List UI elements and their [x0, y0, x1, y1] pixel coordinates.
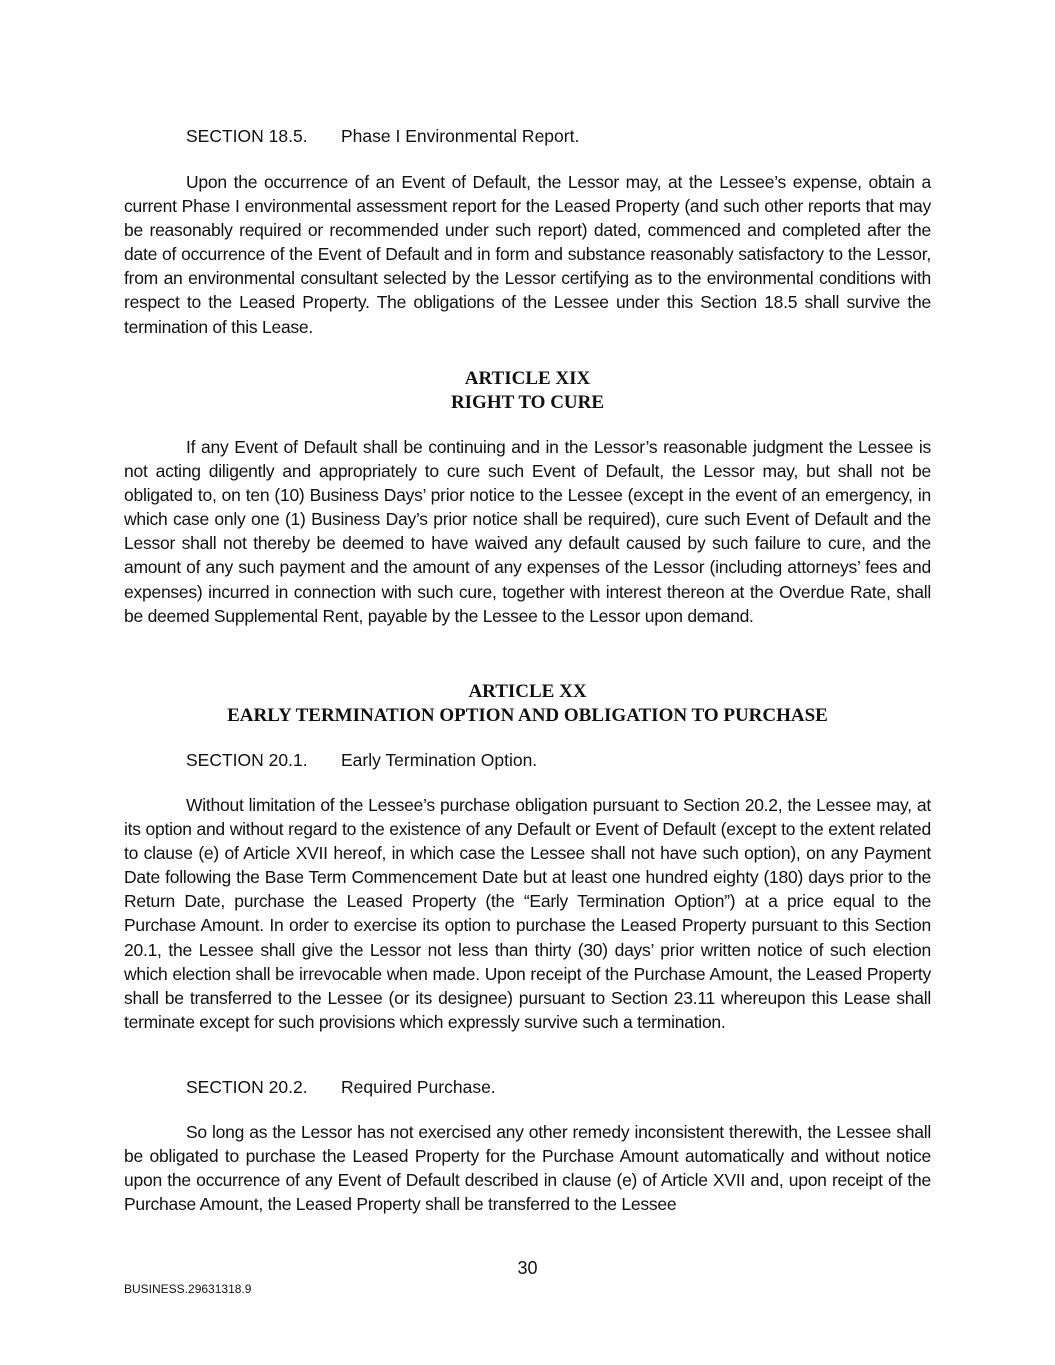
article-20-title: EARLY TERMINATION OPTION AND OBLIGATION TO PURCHASE [227, 705, 828, 726]
section-number: SECTION 20.2. [186, 1077, 308, 1097]
section-title: Early Termination Option. [341, 750, 538, 770]
section-20-1-heading [186, 748, 537, 772]
section-20-1-body: Without limitation of the Lessee’s purchase obligation pursuant to Section 20.2, the Lessee may, at its option and without regard to the existence of any Default or Event of Default (except to the extent related to clause (e) of Article XVII hereof, in which case the Lessee shall not have such option), on any Payment Date following the Base Term Commencement Date but at least one hundred eighty (180) days prior to the Return Date, purchase the Leased Property (the “Early Termination Option”) at a price equal to the Purchase Amount. In order to exercise its option to purchase the Leased Property pursuant to this Section 20.1, the Lessee shall give the Lessor not less than thirty (30) days’ prior written notice of such election which election shall be irrevocable when made. Upon receipt of the Purchase Amount, the Leased Property shall be transferred to the Lessee (or its designee) pursuant to Section 23.11 whereupon this Lease shall terminate except for such provisions which expressly survive such a termination. [124, 795, 931, 1032]
document-id: BUSINESS.29631318.9 [124, 1282, 252, 1296]
section-20-2-body: So long as the Lessor has not exercised any other remedy inconsistent therewith, the Lessee shall be obligated to purchase the Leased Property for the Purchase Amount automatically and without notice upon the occurrence of any Event of Default described in clause (e) of Article XVII and, upon receipt of the Purchase Amount, the Leased Property shall be transferred to the Lessee [124, 1122, 931, 1215]
article-20-number: ARTICLE XX [468, 681, 587, 702]
section-20-2-heading [186, 1075, 496, 1099]
page-number: 30 [517, 1258, 538, 1278]
section-18-5-body: Upon the occurrence of an Event of Default, the Lessor may, at the Lessee’s expense, obtain a current Phase I environmental assessment report for the Leased Property (and such other reports that may be reasonably required or recommended under such report) dated, commenced and completed after the date of occurrence of the Event of Default and in form and substance reasonably satisfactory to the Lessor, from an environmental consultant selected by the Lessor certifying as to the environmental conditions with respect to the Leased Property. The obligations of the Lessee under this Section 18.5 shall survive the termination of this Lease. [124, 172, 931, 337]
section-18-5-heading [186, 124, 579, 148]
article-19-body: If any Event of Default shall be continuing and in the Lessor’s reasonable judgment the Lessee is not acting diligently and appropriately to cure such Event of Default, the Lessor may, but shall not be obligated to, on ten (10) Business Days’ prior notice to the Lessee (except in the event of an emergency, in which case only one (1) Business Day’s prior notice shall be required), cure such Event of Default and the Lessor shall not thereby be deemed to have waived any default caused by such failure to cure, and the amount of any such payment and the amount of any expenses of the Lessor (including attorneys’ fees and expenses) incurred in connection with such cure, together with interest thereon at the Overdue Rate, shall be deemed Supplemental Rent, payable by the Lessee to the Lessor upon demand. [124, 437, 931, 626]
section-title: Phase I Environmental Report. [341, 126, 580, 146]
section-number: SECTION 18.5. [186, 126, 308, 146]
article-19-number: ARTICLE XIX [464, 368, 591, 389]
section-number: SECTION 20.1. [186, 750, 308, 770]
section-title: Required Purchase. [341, 1077, 496, 1097]
article-19-title: RIGHT TO CURE [450, 392, 605, 413]
